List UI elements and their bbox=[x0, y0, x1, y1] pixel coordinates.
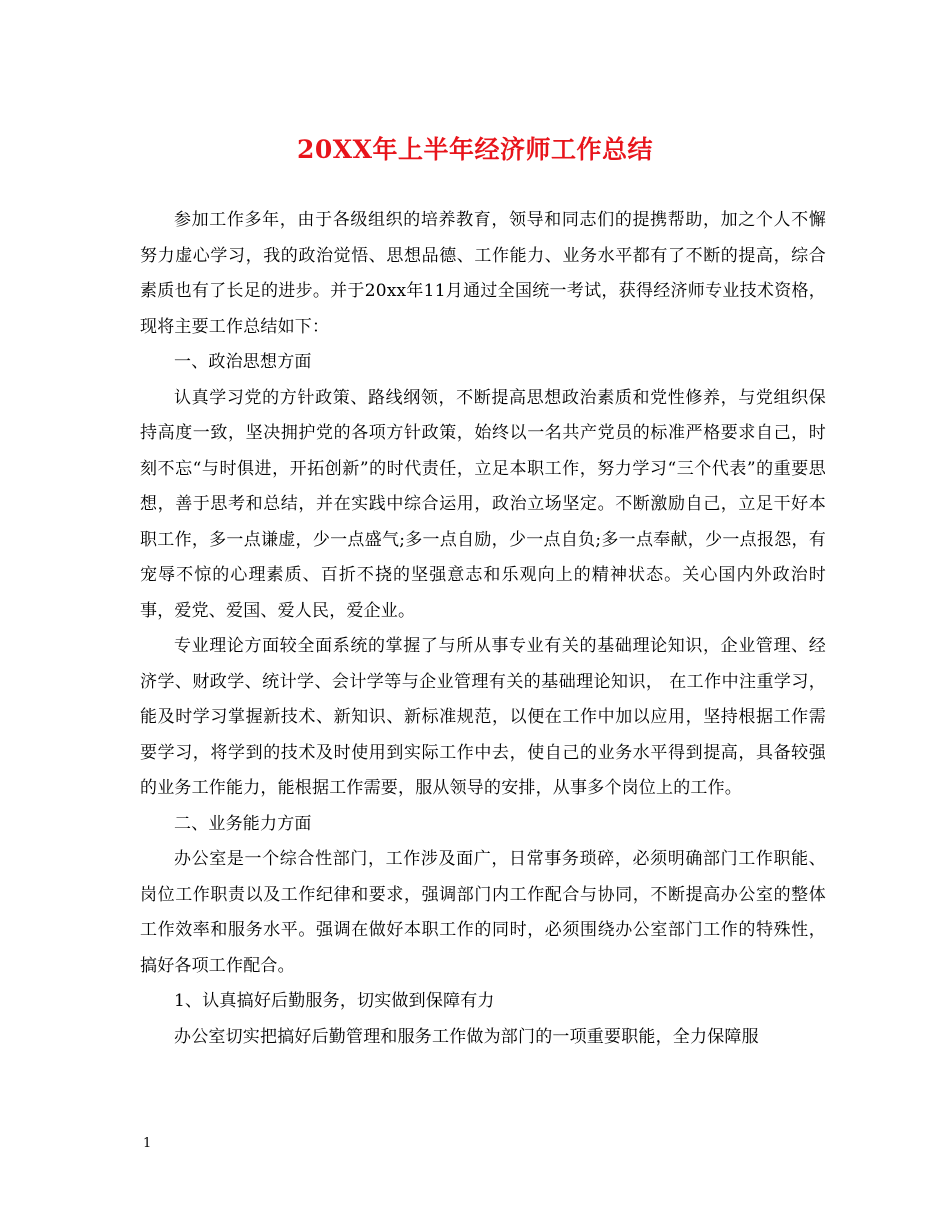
section-heading-political: 一、政治思想方面 bbox=[174, 352, 312, 372]
paragraph-professional-theory: 专业理论方面较全面系统的掌握了与所从事专业有关的基础理论知识，企业管理、经济学、财政学、统计学、会计学等与企业管理有关的基础理论知识， 在工作中注重学习，能及时学习掌握新技术、新知识、新标准规范，以便在工作中加以应用，坚持根据工作需要学习，将学到的技术及时使用到实际工作中去，使自己的业务水平得到提高，具备较强的业务工作能力，能根据工作需要，服从领导的安排，从事多个岗位上的工作。 bbox=[140, 636, 826, 798]
document-body bbox=[140, 203, 826, 1055]
paragraph-intro: 参加工作多年，由于各级组织的培养教育，领导和同志们的提携帮助，加之个人不懈努力虚心学习，我的政治觉悟、思想品德、工作能力、业务水平都有了不断的提高，综合素质也有了长足的进步。并于20xx年11月通过全国统一考试，获得经济师专业技术资格，现将主要工作总结如下： bbox=[140, 210, 826, 337]
paragraph-political: 认真学习党的方针政策、路线纲领，不断提高思想政治素质和党性修养，与党组织保持高度一致，坚决拥护党的各项方针政策，始终以一名共产党员的标准严格要求自己，时刻不忘“与时俱进，开拓创新”的时代责任，立足本职工作，努力学习“三个代表”的重要思想，善于思考和总结，并在实践中综合运用，政治立场坚定。不断激励自己，立足干好本职工作，多一点谦虚，少一点盛气;多一点自励，少一点自负;多一点奉献，少一点报怨，有宠辱不惊的心理素质、百折不挠的坚强意志和乐观向上的精神状态。关心国内外政治时事，爱党、爱国、爱人民，爱企业。 bbox=[140, 387, 826, 621]
paragraph-office: 办公室是一个综合性部门，工作涉及面广，日常事务琐碎，必须明确部门工作职能、岗位工作职责以及工作纪律和要求，强调部门内工作配合与协同，不断提高办公室的整体工作效率和服务水平。强调在做好本职工作的同时，必须围绕办公室部门工作的特殊性，搞好各项工作配合。 bbox=[140, 849, 826, 976]
paragraph-logistics: 办公室切实把搞好后勤管理和服务工作做为部门的一项重要职能，全力保障服 bbox=[174, 1026, 759, 1047]
document-title: 20XX年上半年经济师工作总结 bbox=[296, 135, 654, 164]
section-heading-business: 二、业务能力方面 bbox=[174, 813, 312, 834]
subsection-heading-logistics: 1、认真搞好后勤服务，切实做到保障有力 bbox=[174, 991, 495, 1011]
page-number: 1 bbox=[143, 1136, 152, 1151]
